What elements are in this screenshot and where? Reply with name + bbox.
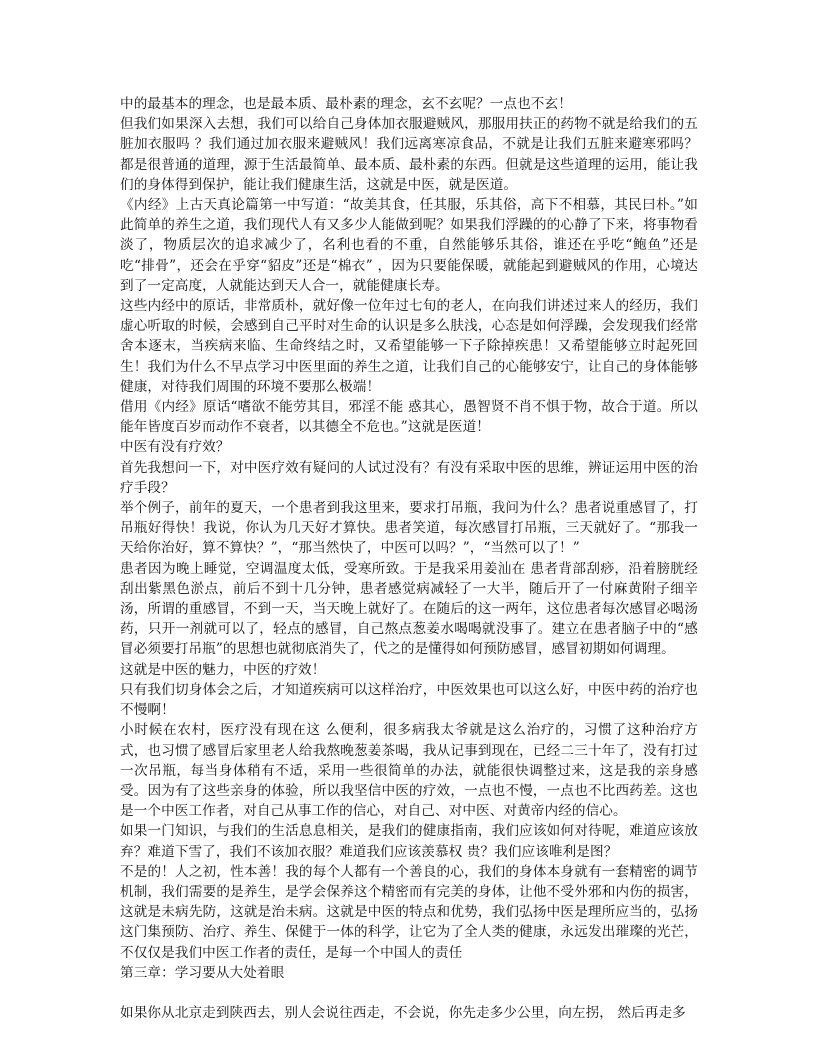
paragraph-7: 举个例子，前年的夏天，一个患者到我这里来，要求打吊瓶，我问为什么？患者说重感冒了，打吊瓶好得快！我说，你认为几天好才算快。患者笑道，每次感冒打吊瓶，三天就好了。“那我一天给你治好，算不算快？”，“那当然快了，中医可以吗？”，“当然可以了！” (120, 500, 698, 557)
paragraph-1: 中的最基本的理念，也是最本质、最朴素的理念，玄不玄呢？一点也不玄！ (120, 96, 572, 112)
paragraph-6: 首先我想问一下，对中医疗效有疑问的人试过没有？有没有采取中医的思维，辨证运用中医的治疗手段？ (120, 459, 698, 496)
blank-line (120, 983, 698, 1003)
chapter-heading: 第三章：学习要从大处着眼 (120, 964, 285, 981)
document-page (120, 94, 698, 1023)
paragraph-4: 这些内经中的原话，非常质朴，就好像一位年过七旬的老人，在向我们讲述过来人的经历，我们虚心听取的时候，会感到自己平时对生命的认识是多么肤浅，心态是如何浮躁，会发现我们经常舍本逐末，当疾病来临、生命终结之时，又希望能够一下子除掉疾患！又希望能够立时起死回生！我们为什么不早点学习中医里面的养生之道，让我们自己的心能够安宁，让自己的身体能够健康，对待我们周围的环境不要那么极端！ (120, 298, 698, 395)
closing-paragraph: 如果你从北京走到陕西去，别人会说往西走，不会说，你先走多少公里，向左拐， 然后再走多 (120, 1005, 686, 1022)
paragraph-11: 小时候在农村，医疗没有现在这 么便利，很多病我太爷就是这么治疗的，习惯了这种治疗方式，也习惯了感冒后家里老人给我熬晚葱姜茶喝，我从记事到现在，已经二三十年了，没有打过一次吊瓶，每当身体稍有不适，采用一些很简单的办法，就能很快调整过来，这是我的亲身感受。因为有了这些亲身的体验，所以我坚信中医的疗效，一点也不慢，一点也不比西药差。这也是一个中医工作者，对自己从事工作的信心，对自己、对中医、对黄帝内经的信心。 (120, 722, 698, 820)
paragraph-3: 《内经》上古天真论篇第一中写道：“故美其食，任其服，乐其俗，高下不相慕，其民曰朴。”如此简单的养生之道，我们现代人有又多少人能做到呢？如果我们浮躁的的心静了下来，将事物看淡了，物质层次的追求减少了，名利也看的不重，自然能够乐其俗，谁还在乎吃“鲍鱼”还是吃“排骨”，还会在乎穿“貂皮”还是“棉衣” ，因为只要能保暖，就能起到避贼风的作用，心境达到了一定高度，人就能达到天人合一，就能健康长寿。 (120, 197, 698, 294)
paragraph-13: 不是的！人之初，性本善！我的每个人都有一个善良的心，我们的身体本身就有一套精密的调节机制，我们需要的是养生，是学会保养这个精密而有完美的身体，让他不受外邪和内伤的损害，这就是未病先防，这就是治未病。这就是中医的特点和优势，我们弘扬中医是理所应当的，弘扬这门集预防、治疗、养生、保健于一体的科学，让它为了全人类的健康，永远发出璀璨的光芒，不仅仅是我们中医工作者的责任，是每一个中国人的责任 (120, 863, 698, 961)
section-heading-efficacy: 中医有没有疗效？ (120, 439, 230, 456)
paragraph-10: 只有我们切身体会之后，才知道疾病可以这样治疗，中医效果也可以这么好，中医中药的治疗也不慢啊！ (120, 681, 698, 719)
paragraph-2: 但我们如果深入去想，我们可以给自己身体加衣服避贼风，那服用扶正的药物不就是给我们的五脏加衣服吗 ？我们通过加衣服来避贼风！我们远离寒凉食品，不就是让我们五脏来避寒邪吗？都是很普通的道理，源于生活最简单、最本质、最朴素的东西。但就是这些道理的运用，能让我们的身体得到保护，能让我们健康生活，这就是中医，就是医道。 (120, 116, 698, 193)
paragraph-9: 这就是中医的魅力，中医的疗效！ (120, 661, 326, 678)
paragraph-8: 患者因为晚上睡觉，空调温度太低，受寒所致。于是我采用姜汕在 患者背部刮痧，沿着膀胱经刮出紫黑色淤点，前后不到十几分钟，患者感觉病减轻了一大半，随后开了一付麻黄附子细辛汤，所谓的重感冒，不到一天，当天晚上就好了。在随后的这一两年，这位患者每次感冒必喝汤药，只开一剂就可以了，轻点的感冒，自己熬点葱姜水喝喝就没事了。建立在患者脑子中的“感冒必须要打吊瓶”的思想也就彻底消失了，代之的是懂得如何预防感冒，感冒初期如何调理。 (120, 560, 698, 658)
paragraph-12: 如果一门知识，与我们的生活息息相关，是我们的健康指南，我们应该如何对待呢，难道应该放弃？难道下雪了，我们不该加衣服？难道我们应该羡慕权 贵？我们应该唯利是图？ (120, 823, 698, 860)
paragraph-5: 借用《内经》原话“嗜欲不能劳其目，邪淫不能 惑其心，愚智贤不肖不惧于物，故合于道。所以能年皆度百岁而动作不衰者，以其德全不危也。”这就是医道！ (120, 399, 698, 436)
